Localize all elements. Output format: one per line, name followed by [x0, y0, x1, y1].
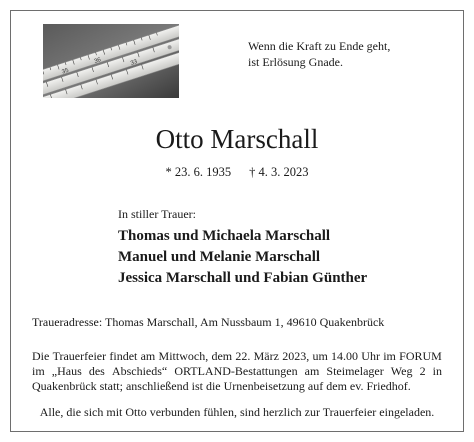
- ceremony-word: dem: [211, 349, 233, 363]
- ceremony-word: 22.: [235, 349, 251, 363]
- ceremony-word: Abschieds“: [111, 364, 168, 378]
- ruler-number: 33: [129, 59, 139, 67]
- ceremony-word: FORUM: [399, 349, 442, 363]
- ceremony-line: [32, 364, 442, 379]
- ceremony-word: findet: [109, 349, 138, 363]
- folding-ruler-photo-icon: [43, 24, 179, 98]
- ceremony-word: Weg: [390, 364, 413, 378]
- ceremony-word: Die: [32, 349, 50, 363]
- mourner-name: Thomas und Michaela Marschall: [118, 228, 331, 244]
- ceremony-line: Quakenbrück statt; anschließend ist die Urnenbeisetzung auf dem ev. Friedhof.: [32, 379, 411, 393]
- deceased-name: Otto Marschall: [155, 124, 319, 154]
- ceremony-word: am: [140, 349, 156, 363]
- ceremony-word: Steimelager: [326, 364, 384, 378]
- ruler-number: 35: [61, 67, 70, 76]
- ceremony-word: März: [253, 349, 279, 363]
- ceremony-word: Trauerfeier: [52, 349, 107, 363]
- mourners-list: [118, 226, 367, 289]
- quote: [248, 38, 390, 70]
- mourner-name: Manuel und Melanie Marschall: [118, 249, 321, 265]
- ceremony-word: 14.00: [331, 349, 359, 363]
- ceremony-word: im: [32, 364, 45, 378]
- ruler-number: 36: [93, 57, 102, 65]
- mourning-address: Traueradresse: Thomas Marschall, Am Nussbaum 1, 49610 Quakenbrück: [32, 315, 385, 329]
- quote-line: ist Erlösung Gnade.: [248, 55, 343, 69]
- ceremony-word: um: [312, 349, 328, 363]
- ceremony-word: des: [88, 364, 105, 378]
- ceremony-word: in: [432, 364, 442, 378]
- ceremony-word: am: [304, 364, 320, 378]
- ceremony-word: 2: [419, 364, 426, 378]
- ceremony-word: 2023,: [282, 349, 310, 363]
- ceremony-word: „Haus: [51, 364, 82, 378]
- birth-date: * 23. 6. 1935: [165, 165, 232, 179]
- mourner-name: Jessica Marschall und Fabian Günther: [118, 270, 368, 286]
- ceremony-details: [32, 349, 442, 394]
- ceremony-word: Uhr: [361, 349, 380, 363]
- mourners-label: In stiller Trauer:: [118, 207, 196, 221]
- quote-line: Wenn die Kraft zu Ende geht,: [248, 39, 391, 53]
- ceremony-word: im: [383, 349, 396, 363]
- ceremony-line: [32, 349, 442, 364]
- ceremony-word: Mittwoch,: [158, 349, 209, 363]
- death-date: † 4. 3. 2023: [249, 165, 309, 179]
- life-dates: [0, 164, 474, 180]
- ceremony-word: ORTLAND-Bestattungen: [174, 364, 298, 378]
- invitation-text: Alle, die sich mit Otto verbunden fühlen, sind herzlich zur Trauerfeier eingeladen.: [39, 405, 435, 419]
